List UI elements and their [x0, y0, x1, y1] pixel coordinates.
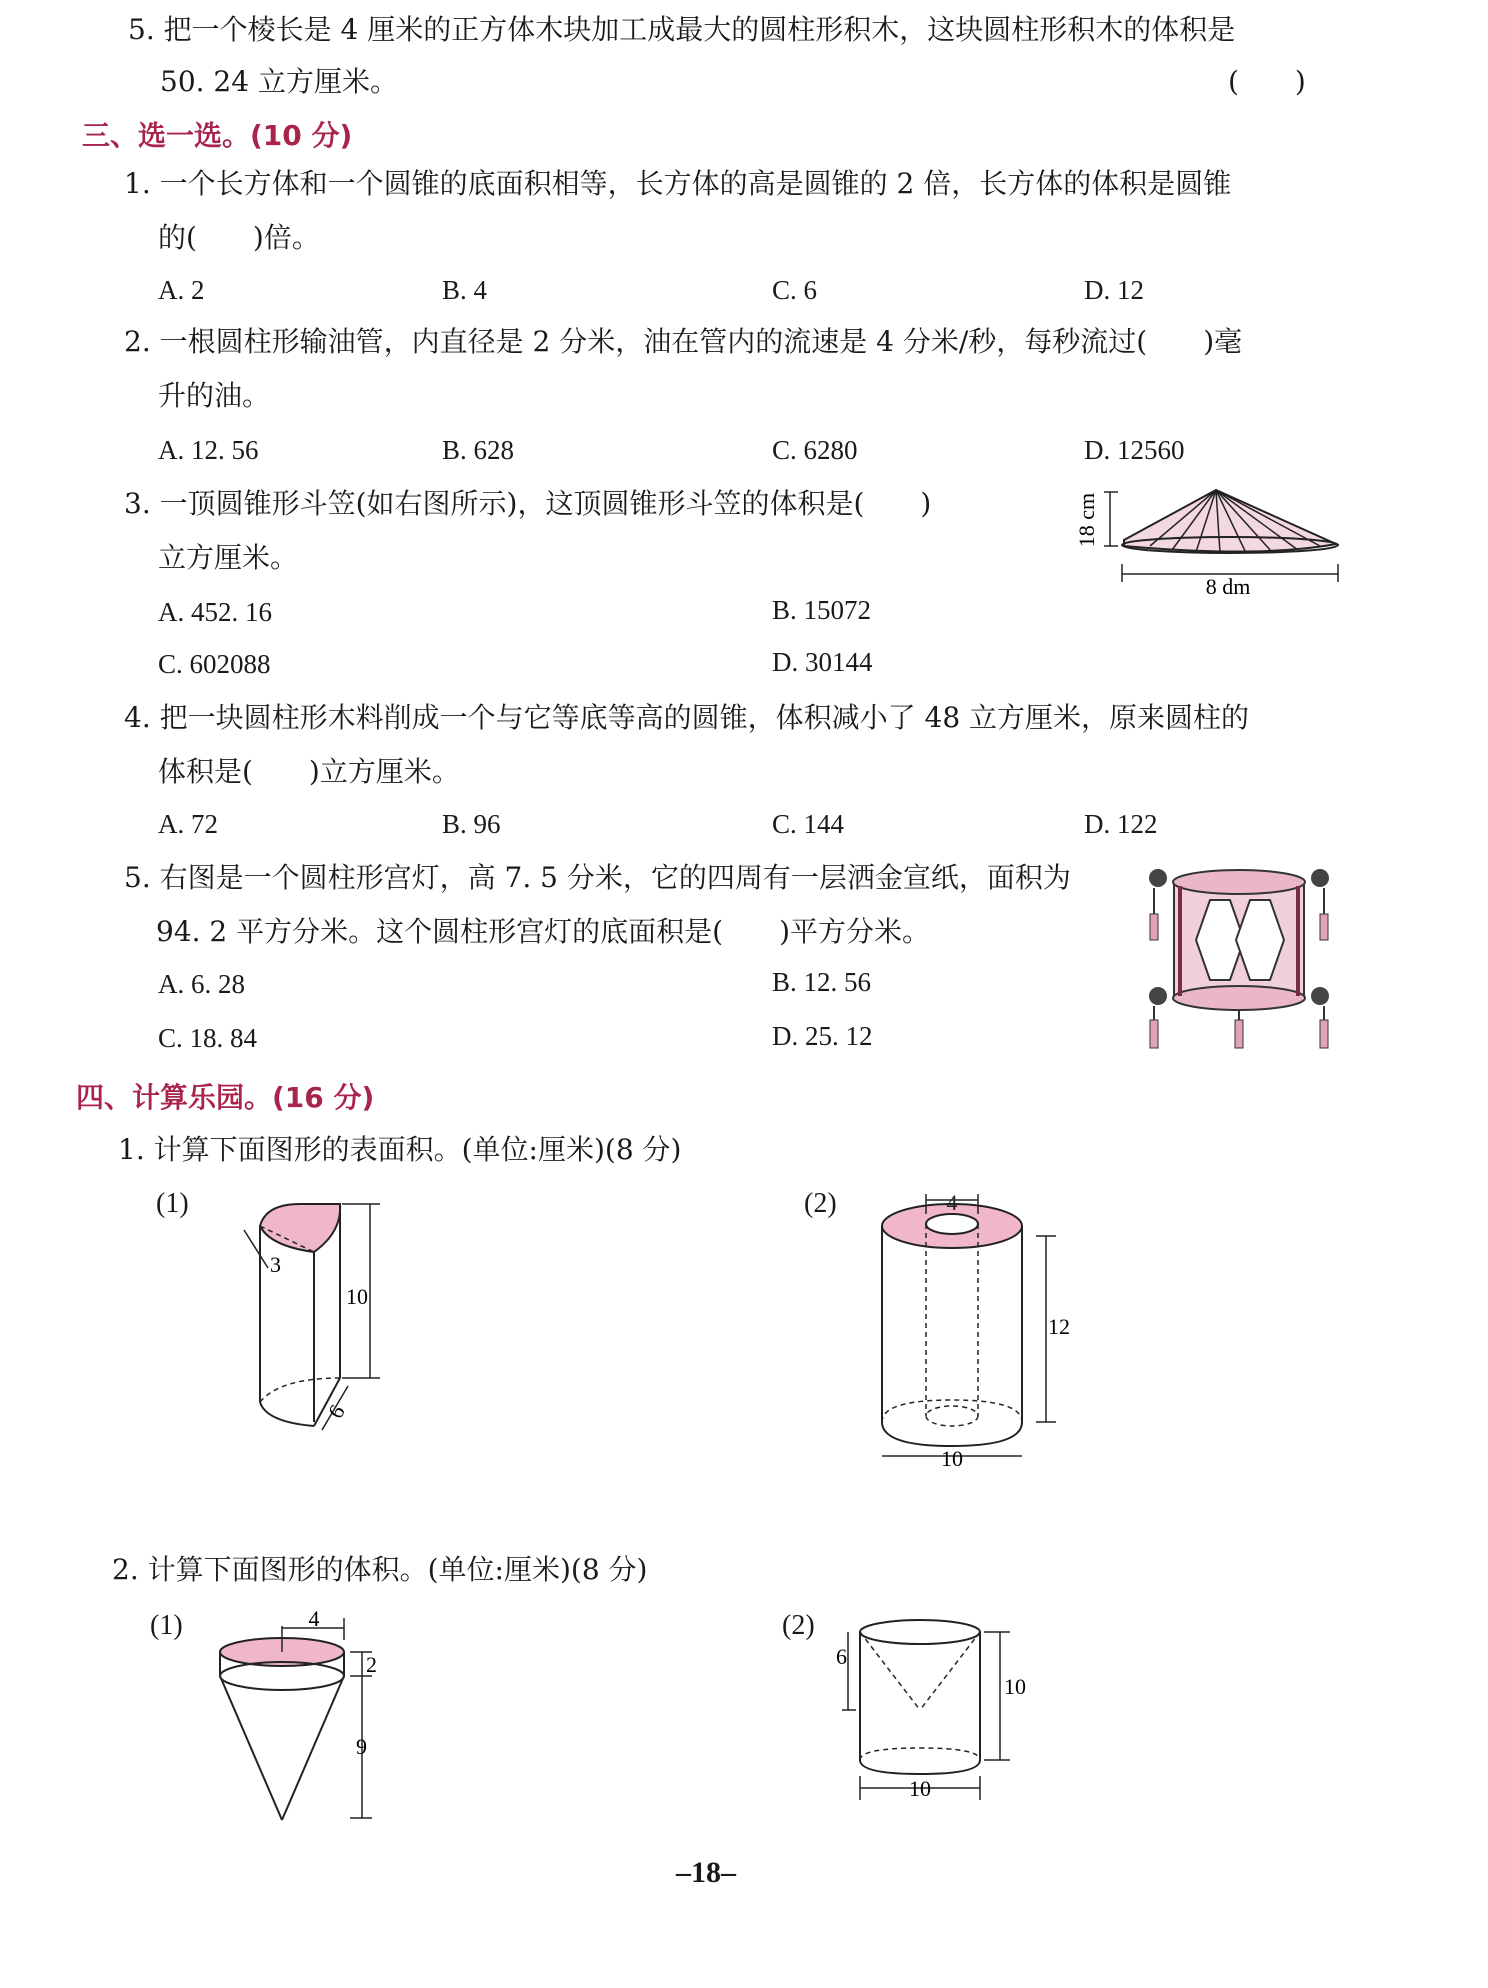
hollow-cylinder-figure: [870, 1192, 1080, 1472]
s3-q1-option-d[interactable]: D. 12: [1084, 275, 1144, 305]
s3-q2-line1: 2. 一根圆柱形输油管，内直径是 2 分米，油在管内的流速是 4 分米/秒，每秒流过( )毫: [124, 325, 1243, 358]
hat-height-label: 18 cm: [1074, 492, 1099, 548]
hat-body: [1122, 490, 1338, 553]
section3-title: 三、选一选。(10 分): [82, 119, 353, 152]
half-cyl-diameter-label: 6: [322, 1400, 350, 1423]
judge-q5-blank[interactable]: ( ): [1228, 65, 1306, 98]
s3-q4-line1: 4. 把一块圆柱形木料削成一个与它等底等高的圆锥，体积减小了 48 立方厘米，原来圆柱的: [124, 701, 1250, 734]
s4-p2-title: 2. 计算下面图形的体积。(单位:厘米)(8 分): [112, 1553, 648, 1586]
s3-q3-line1: 3. 一顶圆锥形斗笠(如右图所示)，这顶圆锥形斗笠的体积是( ): [124, 487, 932, 520]
s3-q2-option-a[interactable]: A. 12. 56: [158, 435, 259, 465]
hollow-cyl-height-label: 12: [1048, 1314, 1070, 1339]
cyl-cone-radius-label: 4: [308, 1606, 320, 1631]
cyl-cone-h2-label: 9: [356, 1734, 367, 1759]
s3-q4-option-b[interactable]: B. 96: [442, 809, 501, 839]
s3-q1-line1: 1. 一个长方体和一个圆锥的底面积相等，长方体的高是圆锥的 2 倍，长方体的体积是圆锥: [124, 167, 1232, 200]
s4-p2-label-1: (1): [150, 1610, 183, 1641]
s3-q3-option-a[interactable]: A. 452. 16: [158, 597, 272, 627]
lantern-body: [1173, 870, 1305, 1010]
s3-q4-option-c[interactable]: C. 144: [772, 809, 845, 839]
s3-q5-line1: 5. 右图是一个圆柱形宫灯，高 7. 5 分米，它的四周有一层洒金宣纸，面积为: [124, 861, 1071, 894]
s3-q3-option-b[interactable]: B. 15072: [772, 595, 872, 625]
cylinder-cone-figure: [206, 1606, 396, 1836]
s3-q2-line2: 升的油。: [158, 379, 271, 412]
hollow-cyl-outer-label: 10: [941, 1446, 963, 1471]
s3-q4-option-d[interactable]: D. 122: [1084, 809, 1158, 839]
s3-q1-line2: 的( )倍。: [158, 221, 320, 254]
s3-q5-option-b[interactable]: B. 12. 56: [772, 967, 872, 997]
s4-p1-label-1: (1): [156, 1188, 189, 1219]
s3-q5-option-a[interactable]: A. 6. 28: [158, 969, 245, 999]
page-number: –18–: [676, 1856, 736, 1889]
cylinder-inner-cone-figure: [834, 1610, 1034, 1840]
hat-width-label: 8 dm: [1205, 574, 1251, 599]
section4-title: 四、计算乐园。(16 分): [76, 1081, 375, 1114]
cyl-cone-h1-label: 2: [366, 1652, 377, 1677]
s3-q1-option-a[interactable]: A. 2: [158, 275, 205, 305]
half-cyl-radius-label: 3: [270, 1252, 281, 1277]
half-cyl-height-label: 10: [346, 1284, 368, 1309]
s4-p1-title: 1. 计算下面图形的表面积。(单位:厘米)(8 分): [118, 1133, 682, 1166]
s3-q2-option-c[interactable]: C. 6280: [772, 435, 858, 465]
s3-q3-option-c[interactable]: C. 602088: [158, 649, 271, 679]
s3-q5-option-c[interactable]: C. 18. 84: [158, 1023, 258, 1053]
inner-cone-h2-label: 10: [1004, 1674, 1026, 1699]
s4-p2-label-2: (2): [782, 1610, 815, 1641]
s3-q3-option-d[interactable]: D. 30144: [772, 647, 873, 677]
s3-q1-option-c[interactable]: C. 6: [772, 275, 818, 305]
s3-q4-line2: 体积是( )立方厘米。: [158, 755, 460, 788]
inner-cone-h1-label: 6: [836, 1644, 847, 1669]
s3-q5-option-d[interactable]: D. 25. 12: [772, 1021, 873, 1051]
judge-q5-line2: 50. 24 立方厘米。: [160, 65, 398, 98]
judge-q5-line1: 5. 把一个棱长是 4 厘米的正方体木块加工成最大的圆柱形积木，这块圆柱形积木的体积是: [128, 13, 1236, 46]
hollow-cyl-inner-label: 4: [946, 1192, 958, 1215]
s3-q2-option-b[interactable]: B. 628: [442, 435, 515, 465]
palace-lantern-figure: [1140, 856, 1340, 1056]
s3-q1-option-b[interactable]: B. 4: [442, 275, 488, 305]
half-cylinder-figure: [230, 1192, 420, 1442]
inner-cone-diameter-label: 10: [909, 1776, 931, 1801]
s4-p1-label-2: (2): [804, 1188, 837, 1219]
s3-q5-line2: 94. 2 平方分米。这个圆柱形宫灯的底面积是( )平方分米。: [156, 915, 930, 948]
s3-q2-option-d[interactable]: D. 12560: [1084, 435, 1185, 465]
s3-q3-line2: 立方厘米。: [158, 541, 299, 574]
s3-q4-option-a[interactable]: A. 72: [158, 809, 218, 839]
conical-hat-figure: [1060, 480, 1350, 600]
